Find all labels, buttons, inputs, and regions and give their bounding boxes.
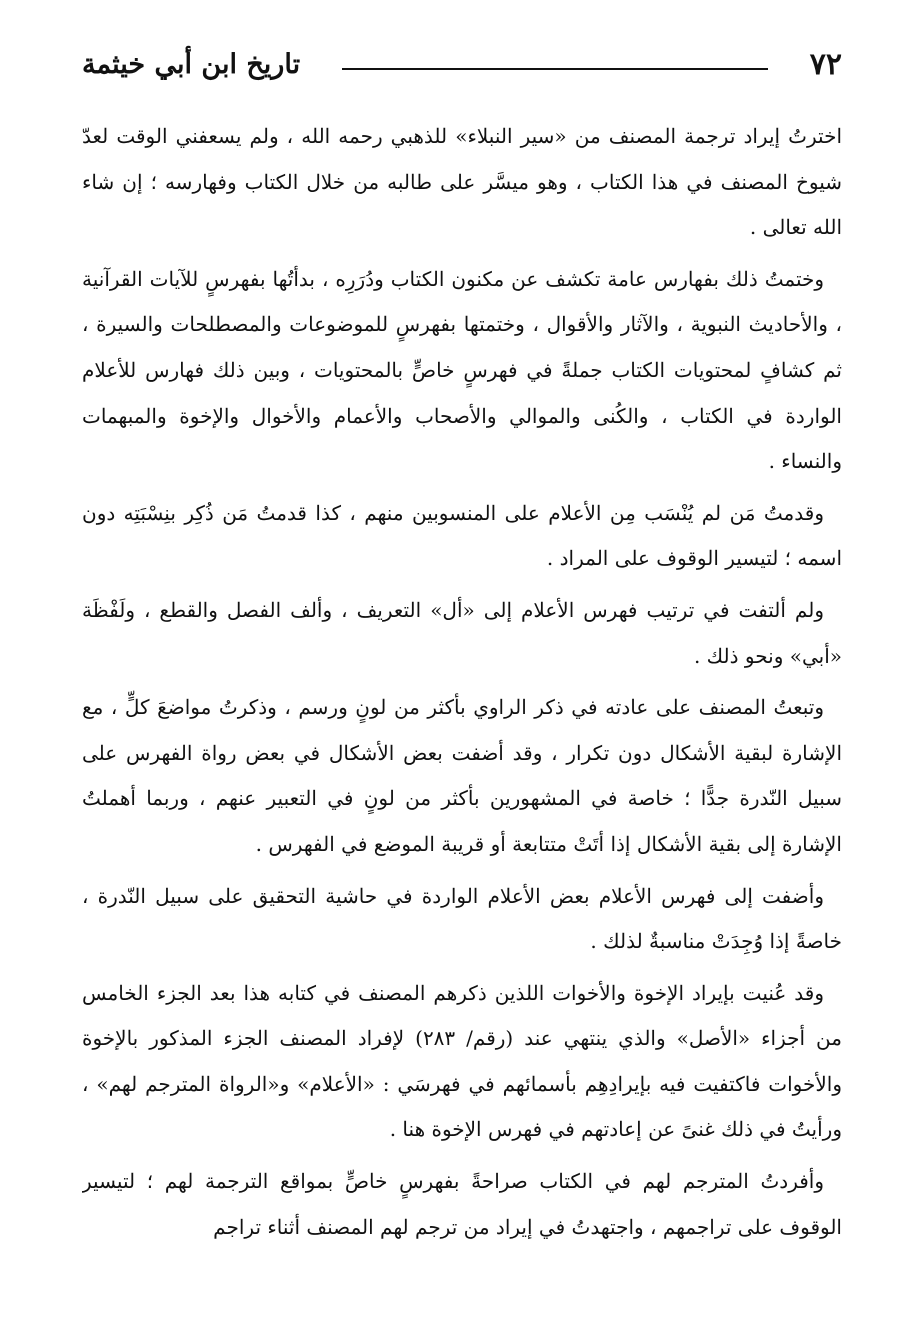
paragraph-footnote-names: وأضفت إلى فهرس الأعلام بعض الأعلام الواردة في حاشية التحقيق على سبيل النّدرة ، خاصةً إذا وُجِدَتْ مناسبةٌ لذلك . <box>82 883 842 954</box>
paragraph-index-ordering: ولم ألتفت في ترتيب فهرس الأعلام إلى «أل» التعريف ، وألف الفصل والقطع ، ولَفْظَة «أبي» ونحو ذلك . <box>82 597 842 668</box>
header-rule <box>342 68 768 70</box>
paragraph-general-indexes: وختمتُ ذلك بفهارس عامة تكشف عن مكنون الكتاب ودُرَرِه ، بدأتُها بفهرسٍ للآيات القرآنية ، والأحاديث النبوية ، والآثار والأقوال ، وختمتها بفهرسٍ للموضوعات والمصطلحات والسيرة ، ثم كشافٍ لمحتويات الكتاب جملةً في فهرسٍ خاصٍّ بالمحتويات ، وبين ذلك فهارس للأعلام الواردة في الكتاب ، والكُنى والموالي والأصحاب والأعمام والأخوال والإخوة والمبهمات والنساء . <box>82 266 842 474</box>
paragraph-siblings-index: وقد عُنيت بإيراد الإخوة والأخوات اللذين ذكرهم المصنف في كتابه هذا بعد الجزء الخامس من أجزاء «الأصل» والذي ينتهي عند (رقم/ ٢٨٣) لإفراد المصنف الجزء المذكور بالإخوة والأخوات فاكتفيت فيه بإيرادِهِم بأسمائهم في فهرسَي : «الأعلام» و«الرواة المترجم لهم» ، ورأيتُ في ذلك غنىً عن إعادتهم في فهرس الإخوة هنا . <box>82 980 842 1142</box>
paragraph-biographies-index: وأفردتُ المترجم لهم في الكتاب صراحةً بفهرسٍ خاصٍّ بمواقع الترجمة لهم ؛ لتيسير الوقوف على تراجمهم ، واجتهدتُ في إيراد من ترجم لهم المصنف أثناء تراجم <box>82 1169 842 1239</box>
page-number: ٧٢ <box>809 46 842 82</box>
body-text <box>82 114 842 1250</box>
book-title: تاريخ ابن أبي خيثمة <box>82 48 301 80</box>
paragraph-author-biography: اخترتُ إيراد ترجمة المصنف من «سير النبلاء» للذهبي رحمه الله ، ولم يسعفني الوقت لعدّ شيوخ المصنف في هذا الكتاب ، وهو ميسَّر على طالبه من خلال الكتاب وفهارسه ؛ إن شاء الله تعالى . <box>82 124 842 240</box>
paragraph-unattributed-names: وقدمتُ مَن لم يُنْسَب مِن الأعلام على المنسوبين منهم ، كذا قدمتُ مَن ذُكِر بنِسْبَتِه دون اسمه ؛ لتيسير الوقوف على المراد . <box>82 500 842 571</box>
paragraph-narrator-forms: وتبعتُ المصنف على عادته في ذكر الراوي بأكثر من لونٍ ورسم ، وذكرتُ مواضعَ كلٍّ ، مع الإشارة لبقية الأشكال دون تكرار ، وقد أضفت بعض الأشكال في بعض رواة الفهرس على سبيل النّدرة جدًّا ؛ خاصة في المشهورين بأكثر من لونٍ في التعبير عنهم ، وربما أهملتُ الإشارة إلى بقية الأشكال إذا أتَتْ متتابعة أو قريبة الموضع في الفهرس . <box>82 695 842 856</box>
page-header <box>82 30 842 98</box>
book-page <box>82 30 842 1310</box>
